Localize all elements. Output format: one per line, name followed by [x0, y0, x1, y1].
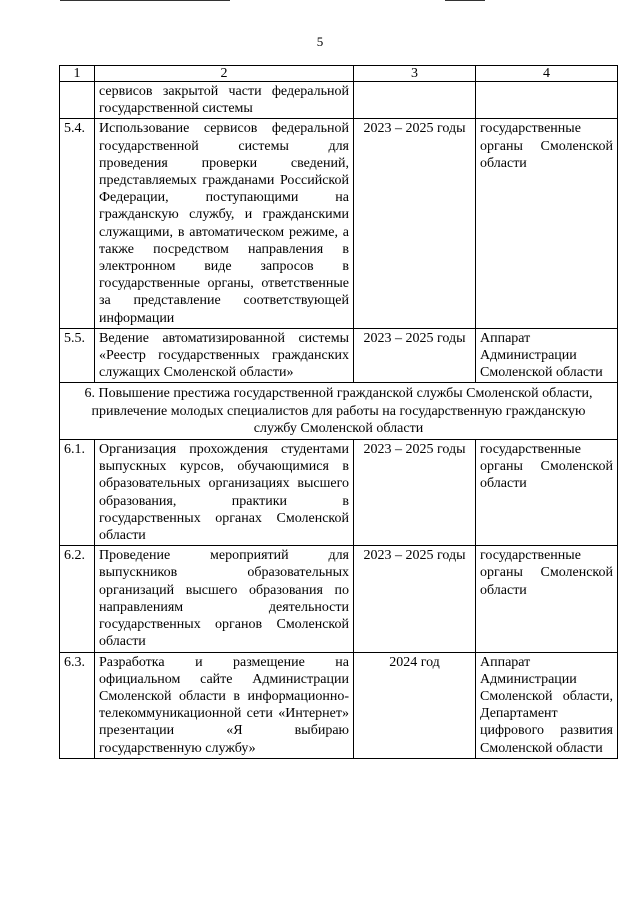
row-term: 2024 год — [354, 652, 476, 758]
row-term: 2023 – 2025 годы — [354, 119, 476, 328]
row-term — [354, 82, 476, 119]
page-number: 5 — [316, 34, 324, 49]
row-term: 2023 – 2025 годы — [354, 440, 476, 546]
header-cell-2: 2 — [95, 66, 354, 82]
row-executor: Аппарат Администрации Смоленской области — [476, 328, 618, 383]
plan-table — [59, 65, 618, 759]
row-number: 6.2. — [60, 546, 95, 652]
table-row — [60, 546, 618, 652]
header-cell-1: 1 — [60, 66, 95, 82]
row-number — [60, 82, 95, 119]
section-6-heading: 6. Повышение престижа государственной гражданской службы Смоленской области, привлечение молодых специалистов для работы на государственную гражданскую службу Смоленской области — [60, 383, 618, 440]
row-executor: государственные органы Смоленской области — [476, 440, 618, 546]
table-header-row — [60, 66, 618, 82]
table-row — [60, 82, 618, 119]
row-executor — [476, 82, 618, 119]
header-cell-4: 4 — [476, 66, 618, 82]
table-row — [60, 328, 618, 383]
top-edge-line — [445, 0, 485, 1]
row-activity: Использование сервисов федеральной государственной системы для проведения проверки сведений, представляемых гражданами Российской Федерации, поступающими на гражданскую службу, и гражданскими служащими, в автоматическом режиме, а также посредством направления в электронном виде запросов в государственные органы, ответственные за представление соответствующей информации — [95, 119, 354, 328]
section-heading-row — [60, 383, 618, 440]
row-executor: государственные органы Смоленской области — [476, 546, 618, 652]
row-activity: Организация прохождения студентами выпускных курсов, обучающимися в образовательных организациях высшего образования, практики в государственных органах Смоленской области — [95, 440, 354, 546]
row-number: 6.3. — [60, 652, 95, 758]
table-row — [60, 440, 618, 546]
table-row — [60, 119, 618, 328]
row-number: 5.4. — [60, 119, 95, 328]
row-executor: Аппарат Администрации Смоленской области, Департамент цифрового развития Смоленской области — [476, 652, 618, 758]
row-term: 2023 – 2025 годы — [354, 328, 476, 383]
row-activity: сервисов закрытой части федеральной государственной системы — [95, 82, 354, 119]
row-number: 5.5. — [60, 328, 95, 383]
row-number: 6.1. — [60, 440, 95, 546]
header-cell-3: 3 — [354, 66, 476, 82]
row-activity: Ведение автоматизированной системы «Реестр государственных гражданских служащих Смоленской области» — [95, 328, 354, 383]
top-edge-line — [60, 0, 230, 1]
row-executor: государственные органы Смоленской области — [476, 119, 618, 328]
row-activity: Разработка и размещение на официальном сайте Администрации Смоленской области в информационно-телекоммуникационной сети «Интернет» презентации «Я выбираю государственную службу» — [95, 652, 354, 758]
row-term: 2023 – 2025 годы — [354, 546, 476, 652]
row-activity: Проведение мероприятий для выпускников образовательных организаций высшего образования по направлениям деятельности государственных органов Смоленской области — [95, 546, 354, 652]
table-row — [60, 652, 618, 758]
